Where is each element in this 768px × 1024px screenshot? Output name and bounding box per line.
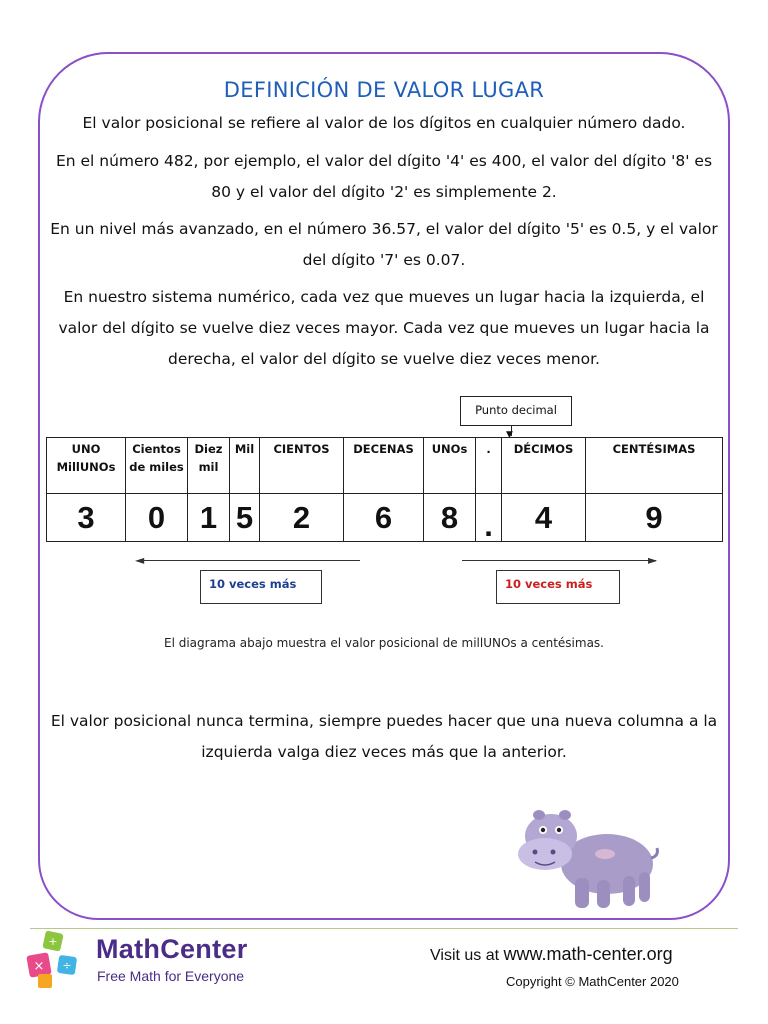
paragraph-example-decimal: En un nivel más avanzado, en el número 36.57, el valor del dígito '5' es 0.5, y el valor del dígito '7' es 0.07. bbox=[50, 220, 718, 269]
arrow-right-icon: ► bbox=[648, 553, 658, 567]
brand-tagline: Free Math for Everyone bbox=[97, 968, 245, 984]
svg-text:+: + bbox=[48, 935, 58, 948]
digit-millones: 3 bbox=[47, 494, 126, 542]
digit-mil: 5 bbox=[230, 494, 260, 542]
place-value-digit-row bbox=[47, 494, 723, 542]
header-millones: UNO MillUNOs bbox=[47, 438, 126, 494]
paragraph-intro: El valor posicional se refiere al valor de los dígitos en cualquier número dado. bbox=[82, 114, 686, 132]
paragraph-example-482: En el número 482, por ejemplo, el valor del dígito '4' es 400, el valor del dígito '8' es 80 y el valor del dígito '2' es simplemente 2. bbox=[55, 152, 713, 201]
hippo-illustration bbox=[515, 806, 665, 916]
copyright-text: Copyright © MathCenter 2020 bbox=[506, 974, 679, 989]
page-title: DEFINICIÓN DE VALOR LUGAR bbox=[223, 78, 545, 102]
paragraph-closing: El valor posicional nunca termina, siempre puedes hacer que una nueva columna a la izquierda valga diez veces más que la anterior. bbox=[50, 712, 718, 761]
digit-decimal-point: . bbox=[476, 494, 502, 542]
digit-decimos: 4 bbox=[502, 494, 586, 542]
header-cientos: CIENTOS bbox=[260, 438, 344, 494]
right-arrow-line bbox=[462, 560, 656, 561]
arrow-left-icon: ◄ bbox=[135, 553, 145, 567]
digit-cientos: 2 bbox=[260, 494, 344, 542]
website-link[interactable]: www.math-center.org bbox=[503, 944, 673, 964]
svg-text:×: × bbox=[33, 959, 45, 974]
digit-centesimas: 9 bbox=[586, 494, 723, 542]
header-decimal-point: . bbox=[476, 438, 502, 494]
paragraph-ten-times: En nuestro sistema numérico, cada vez que mueves un lugar hacia la izquierda, el valor del dígito se vuelve diez veces mayor. Cada vez que mueves un lugar hacia la derecha, el valor del dígito se vuelve diez veces menor. bbox=[58, 288, 710, 368]
header-decenas: DECENAS bbox=[344, 438, 424, 494]
header-cientos-de-miles: Cientos de miles bbox=[126, 438, 188, 494]
visit-prefix: Visit us at bbox=[430, 947, 500, 964]
header-centesimas: CENTÉSIMAS bbox=[586, 438, 723, 494]
decimal-point-callout: Punto decimal bbox=[460, 396, 572, 426]
ten-times-more-left-box: 10 veces más bbox=[200, 570, 322, 604]
callout-arrow-icon: ▼ bbox=[506, 430, 513, 440]
svg-text:÷: ÷ bbox=[62, 959, 72, 972]
diagram-caption: El diagrama abajo muestra el valor posicional de millUNOs a centésimas. bbox=[164, 636, 604, 650]
place-value-table bbox=[46, 437, 723, 542]
header-mil: Mil bbox=[230, 438, 260, 494]
brand-name: MathCenter bbox=[96, 934, 248, 964]
digit-diez-mil: 1 bbox=[188, 494, 230, 542]
footer-divider bbox=[30, 928, 738, 929]
mathcenter-logo-icon bbox=[24, 930, 88, 990]
digit-cientos-de-miles: 0 bbox=[126, 494, 188, 542]
visit-line bbox=[430, 944, 673, 965]
left-arrow-line bbox=[140, 560, 360, 561]
digit-decenas: 6 bbox=[344, 494, 424, 542]
header-unos: UNOs bbox=[424, 438, 476, 494]
header-diez-mil: Diez mil bbox=[188, 438, 230, 494]
digit-unos: 8 bbox=[424, 494, 476, 542]
place-value-header-row bbox=[47, 438, 723, 494]
header-decimos: DÉCIMOS bbox=[502, 438, 586, 494]
ten-times-more-right-box: 10 veces más bbox=[496, 570, 620, 604]
